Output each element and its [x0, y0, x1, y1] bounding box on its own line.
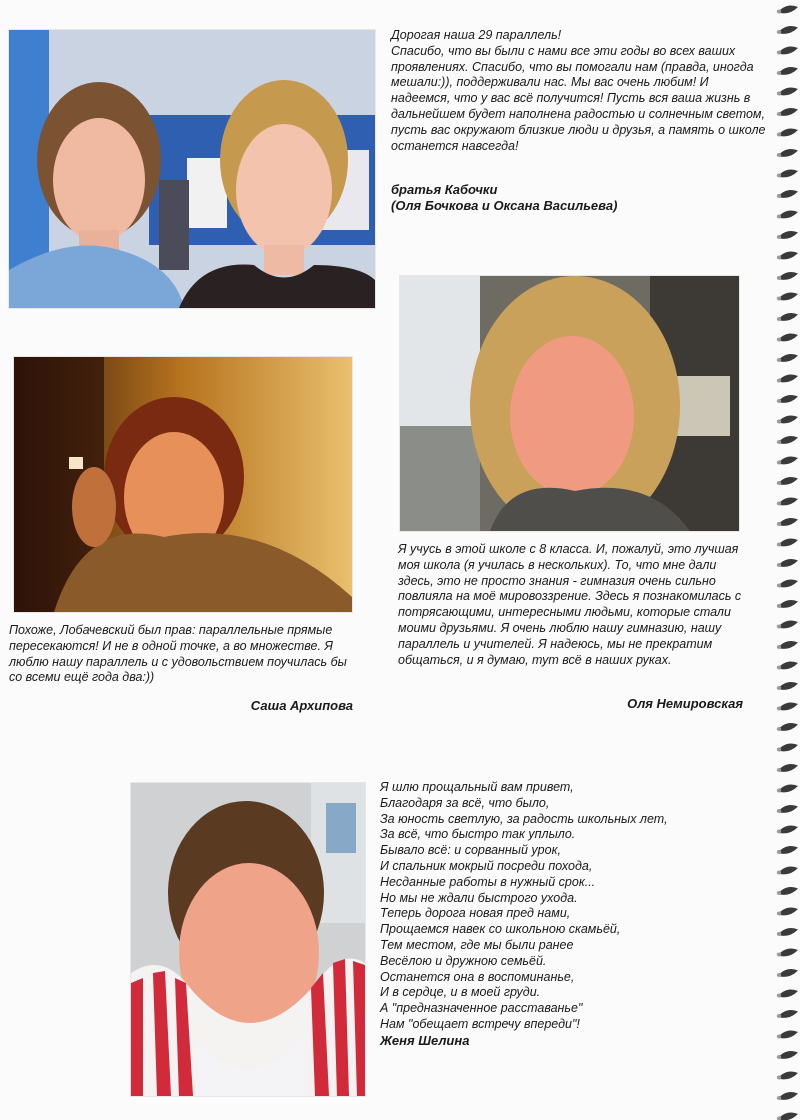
poem-line: Прощаемся навек со школьною скамьёй,	[380, 922, 621, 937]
spiral-ring	[777, 47, 798, 55]
poem-line: Тем местом, где мы были ранее	[380, 937, 574, 952]
spiral-ring	[777, 662, 798, 670]
spiral-ring	[777, 170, 798, 178]
spiral-ring	[777, 928, 798, 936]
poem-line: Нам "обещает встречу впереди"!	[380, 1016, 580, 1031]
spiral-ring	[777, 949, 798, 957]
poem-line: За всё, что быстро так уплыло.	[380, 827, 576, 842]
spiral-ring	[777, 67, 798, 75]
spiral-ring	[777, 272, 798, 280]
spiral-ring	[777, 293, 798, 301]
spiral-ring	[777, 26, 798, 34]
spiral-ring	[777, 621, 798, 629]
photo-two-girls	[9, 30, 375, 308]
spiral-ring	[777, 723, 798, 731]
spiral-ring	[777, 867, 798, 875]
spiral-binding	[774, 0, 800, 1120]
spiral-ring	[777, 88, 798, 96]
poem-line: Благодаря за всё, что было,	[380, 795, 550, 810]
spiral-ring	[777, 1031, 798, 1039]
spiral-ring	[777, 457, 798, 465]
text-block-2	[9, 623, 361, 686]
signature-3: Оля Немировская	[627, 696, 743, 711]
photo-olya-nemirovskaya	[400, 276, 739, 531]
spiral-ring	[777, 1113, 798, 1120]
spiral-ring	[777, 641, 798, 649]
spiral-ring	[777, 354, 798, 362]
spiral-ring	[777, 908, 798, 916]
photo-sasha	[14, 357, 352, 612]
spiral-ring	[777, 990, 798, 998]
spiral-ring	[777, 969, 798, 977]
poem-line: Бывало всё: и сорванный урок,	[380, 843, 561, 858]
spiral-ring	[777, 1072, 798, 1080]
poem-block	[380, 780, 740, 1049]
spiral-ring	[777, 744, 798, 752]
spiral-ring	[777, 518, 798, 526]
spiral-ring	[777, 477, 798, 485]
poem-lines	[380, 780, 740, 1033]
spiral-ring	[777, 600, 798, 608]
poem-line: За юность светлую, за радость школьных лет,	[380, 811, 668, 826]
spiral-ring	[777, 211, 798, 219]
poem-line: Теперь дорога новая пред нами,	[380, 906, 571, 921]
poem-line: А "предназначенное расставанье"	[380, 1001, 583, 1016]
poem-line: И спальник мокрый посреди похода,	[380, 858, 593, 873]
text-3-body: Я учусь в этой школе с 8 класса. И, пожалуй, это лучшая моя школа (я училась в нескольких). То, что мне дали здесь, это не просто знания - гимназия очень сильно повлияла на моё мировоззрение. Здесь я познакомилась с потрясающими, интересными людьми, которые стали моими друзьями. Я очень люблю нашу гимназию, нашу параллель и учителей. Я надеюсь, мы не прекратим общаться, и я думаю, тут всё в наших руках.	[398, 542, 742, 667]
poem-line: Я шлю прощальный вам привет,	[380, 780, 574, 794]
spiral-ring	[777, 805, 798, 813]
spiral-ring	[777, 6, 798, 14]
spiral-ring	[777, 559, 798, 567]
spiral-ring	[777, 682, 798, 690]
spiral-ring	[777, 764, 798, 772]
spiral-ring	[777, 703, 798, 711]
signature-1-line1: братья Кабочки	[391, 182, 498, 197]
spiral-ring	[777, 313, 798, 321]
spiral-ring	[777, 416, 798, 424]
spiral-ring	[777, 395, 798, 403]
spiral-ring	[777, 1010, 798, 1018]
spiral-ring	[777, 826, 798, 834]
photo-zhenya	[131, 783, 365, 1096]
spiral-ring	[777, 580, 798, 588]
spiral-ring	[777, 498, 798, 506]
poem-line: Весёлою и дружною семьёй.	[380, 953, 547, 968]
poem-line: Останется она в воспоминанье,	[380, 969, 575, 984]
spiral-ring	[777, 1051, 798, 1059]
text-1-body: Дорогая наша 29 параллель! Спасибо, что вы были с нами все эти годы во всех ваших проявлениях. Спасибо, что вы помогали нам (правда, иногда мешали:)), поддерживали нас. Мы вас очень любим! И надеемся, что у вас всё получится! Пусть вся ваша жизнь в дальнейшем будет наполнена радостью и солнечным светом, пусть вас окружают близкие люди и друзья, а память о школе останется навсегда!	[391, 28, 766, 153]
poem-line: Несданные работы в нужный срок...	[380, 874, 596, 889]
spiral-ring	[777, 436, 798, 444]
spiral-ring	[777, 108, 798, 116]
spiral-ring	[777, 539, 798, 547]
text-block-1	[391, 28, 769, 154]
spiral-ring	[777, 252, 798, 260]
text-block-3	[398, 542, 748, 668]
spiral-ring	[777, 785, 798, 793]
spiral-ring	[777, 149, 798, 157]
signature-1	[391, 182, 769, 214]
spiral-ring	[777, 887, 798, 895]
spiral-ring	[777, 129, 798, 137]
spiral-ring	[777, 375, 798, 383]
poem-line: И в сердце, и в моей груди.	[380, 985, 541, 1000]
spiral-ring	[777, 190, 798, 198]
spiral-ring	[777, 846, 798, 854]
poem-line: Но мы не ждали быстрого ухода.	[380, 890, 578, 905]
spiral-ring	[777, 334, 798, 342]
spiral-ring	[777, 231, 798, 239]
spiral-ring	[777, 1092, 798, 1100]
signature-4: Женя Шелина	[380, 1032, 470, 1048]
text-2-body: Похоже, Лобачевский был прав: параллельные прямые пересекаются! И не в одной точке, а во множестве. Я люблю нашу параллель и с удовольствием поучилась бы со всеми ещё года два:))	[9, 623, 347, 685]
signature-2: Саша Архипова	[250, 698, 353, 713]
signature-1-line2: (Оля Бочкова и Оксана Васильева)	[391, 198, 618, 213]
